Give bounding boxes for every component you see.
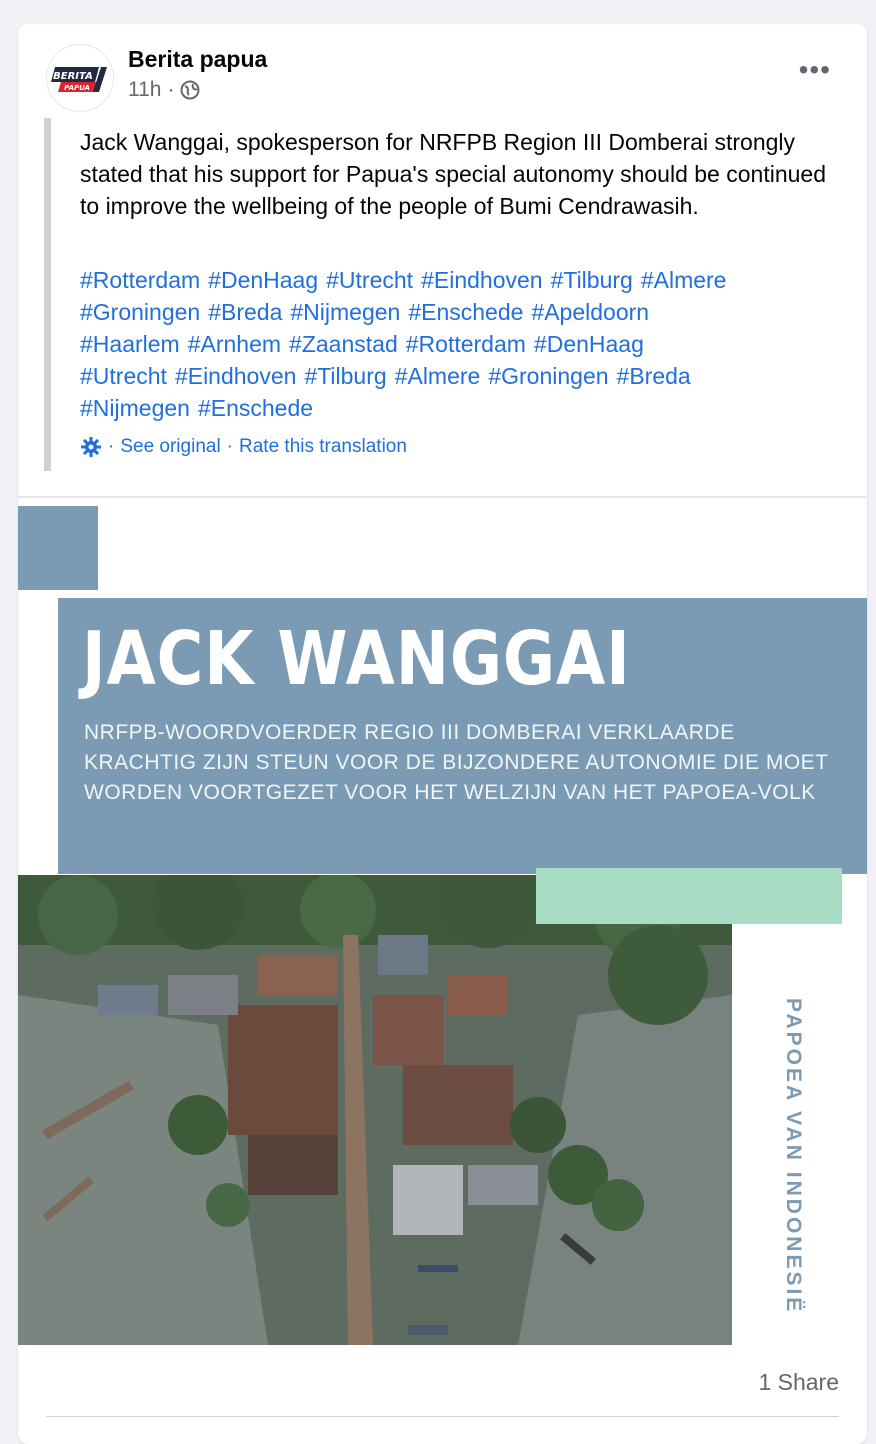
- translation-quote-bar: [44, 118, 51, 471]
- see-original-link[interactable]: See original: [120, 436, 221, 457]
- post-text: Jack Wanggai, spokesperson for NRFPB Region III Domberai strongly stated that his support for Papua's special autonomy should be continued to improve the wellbeing of the people of Bumi Cendrawasih.: [80, 129, 826, 219]
- hashtag-link[interactable]: #Arnhem: [187, 331, 282, 357]
- hashtag-link[interactable]: #Breda: [208, 299, 283, 325]
- hashtag-link[interactable]: #Groningen: [488, 363, 609, 389]
- rate-translation-link[interactable]: Rate this translation: [239, 436, 407, 457]
- berita-papua-logo: [47, 45, 113, 111]
- hashtag-link[interactable]: #DenHaag: [208, 267, 319, 293]
- graphic-subhead: NRFPB-WOORDVOERDER REGIO III DOMBERAI VERKLAARDE KRACHTIG ZIJN STEUN VOOR DE BIJZONDERE AUTONOMIE DIE MOET WORDEN VOORTGEZET VOOR HET WELZIJN VAN HET PAPOEA-VOLK: [84, 721, 829, 804]
- decorative-mint-block: [536, 868, 842, 924]
- gear-icon[interactable]: [80, 436, 102, 458]
- village-illustration: [18, 875, 732, 1345]
- post-meta: [128, 78, 200, 102]
- hashtag-link[interactable]: #Almere: [640, 267, 727, 293]
- hashtag-link[interactable]: #Enschede: [197, 395, 314, 421]
- hashtag-link[interactable]: #DenHaag: [533, 331, 644, 357]
- hashtag-link[interactable]: #Nijmegen: [80, 395, 190, 421]
- decorative-square: [18, 506, 98, 590]
- hashtag-link[interactable]: #Rotterdam: [80, 267, 201, 293]
- translation-row: [80, 436, 407, 458]
- hashtag-link[interactable]: #Groningen: [80, 299, 201, 325]
- hashtag-link[interactable]: #Eindhoven: [421, 267, 543, 293]
- footer-divider: [46, 1416, 839, 1417]
- share-count[interactable]: 1 Share: [758, 1369, 839, 1395]
- graphic-headline: JACK WANGGAI: [82, 616, 631, 702]
- hashtag-link[interactable]: #Tilburg: [304, 363, 387, 389]
- hashtag-link[interactable]: #Haarlem: [80, 331, 180, 357]
- svg-text:PAPUA: PAPUA: [64, 84, 90, 92]
- globe-icon: [180, 80, 200, 100]
- hashtag-link[interactable]: #Enschede: [408, 299, 524, 325]
- hashtag-link[interactable]: #Almere: [394, 363, 481, 389]
- hashtag-link[interactable]: #Nijmegen: [290, 299, 401, 325]
- meta-separator: ·: [167, 78, 175, 101]
- svg-text:BERITA: BERITA: [53, 71, 93, 82]
- hashtag-link[interactable]: #Utrecht: [80, 363, 167, 389]
- more-options-button[interactable]: •••: [798, 54, 831, 85]
- translation-separator: ·: [108, 436, 115, 457]
- translation-separator: ·: [226, 436, 233, 457]
- hashtag-link[interactable]: #Eindhoven: [174, 363, 297, 389]
- post-image[interactable]: [18, 498, 867, 1348]
- hashtag-link[interactable]: #Utrecht: [326, 267, 414, 293]
- hashtag-link[interactable]: #Zaanstad: [289, 331, 398, 357]
- graphic-side-text: PAPOEA VAN INDONESIË: [782, 998, 805, 1315]
- post-card: [18, 24, 867, 1444]
- post-author[interactable]: Berita papua: [128, 46, 268, 72]
- hashtag-link[interactable]: #Rotterdam: [405, 331, 526, 357]
- hashtag-link[interactable]: #Apeldoorn: [531, 299, 650, 325]
- post-timestamp[interactable]: 11h: [128, 78, 162, 101]
- avatar[interactable]: [46, 44, 114, 112]
- hashtag-link[interactable]: #Breda: [616, 363, 691, 389]
- headline-banner: [58, 598, 867, 874]
- aerial-village-photo: [18, 875, 732, 1345]
- hashtag-link[interactable]: #Tilburg: [550, 267, 633, 293]
- hashtag-list: [80, 264, 850, 424]
